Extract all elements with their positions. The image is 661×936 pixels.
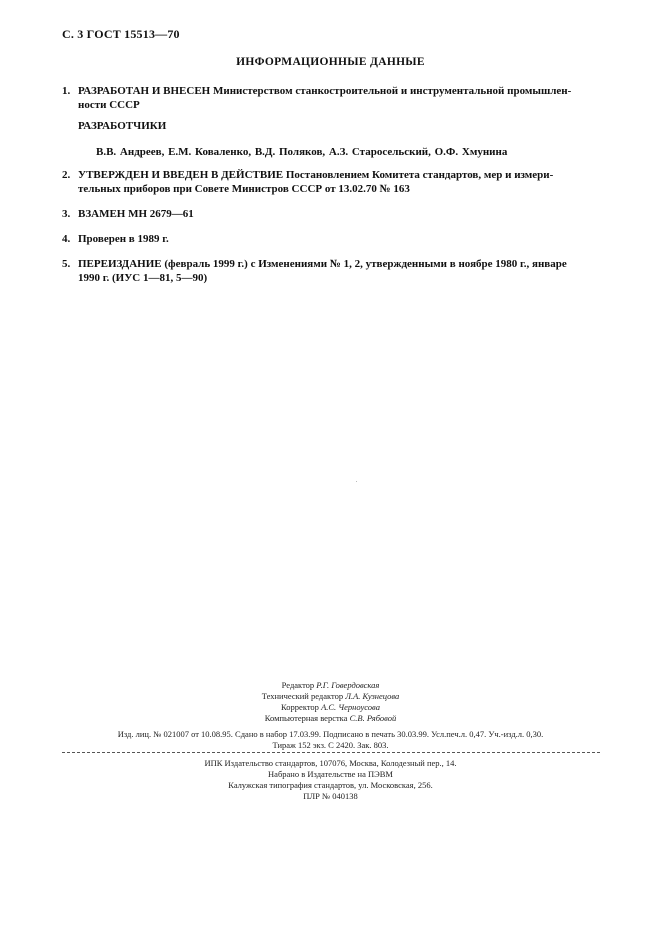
item-text: (февраль 1999 г.) с Изменениями № 1, 2, утвержденными в ноябре 1980 г., январе (164, 258, 567, 270)
imprint-editor (0, 680, 661, 691)
item-caps: ПЕРЕИЗДАНИЕ (78, 258, 162, 270)
print-details-line-2: Тираж 152 экз. С 2420. Зак. 803. (272, 740, 389, 750)
publisher-line-4: ПЛР № 040138 (303, 791, 358, 801)
editor-name: Р.Г. Говердовская (316, 680, 380, 690)
item-caps: УТВЕРЖДЕН И ВВЕДЕН В ДЕЙСТВИЕ (78, 169, 284, 181)
info-item-4 (62, 232, 602, 246)
developers-label: РАЗРАБОТЧИКИ (78, 120, 167, 132)
corrector-role: Корректор (281, 702, 319, 712)
separator-line (62, 752, 600, 753)
item-number: 3. (62, 208, 71, 220)
item-text-cont: тельных приборов при Совете Министров СССР от 13.02.70 № 163 (78, 183, 410, 195)
page-header: С. 3 ГОСТ 15513—70 (62, 27, 180, 41)
layout-name: С.В. Рябовой (349, 713, 397, 723)
publisher-line-3: Калужская типография стандартов, ул. Московская, 256. (228, 780, 433, 790)
item-text-cont: 1990 г. (ИУС 1—81, 5—90) (78, 272, 208, 284)
tech-editor-name: Л.А. Кузнецова (345, 691, 400, 701)
item-number: 2. (62, 169, 71, 181)
imprint-layout (0, 713, 661, 724)
item-number: 5. (62, 258, 71, 270)
tech-editor-role: Технический редактор (261, 691, 344, 701)
info-item-1 (62, 84, 602, 112)
item-text-cont: ности СССР (78, 99, 140, 111)
speck (356, 481, 357, 482)
item-text: Министерством станкостроительной и инструментальной промышлен- (212, 85, 572, 97)
item-number: 1. (62, 85, 71, 97)
publisher-line-1: ИПК Издательство стандартов, 107076, Москва, Колодезный пер., 14. (204, 758, 457, 768)
item-text: Постановлением Комитета стандартов, мер и измери- (285, 169, 554, 181)
corrector-name: А.С. Черноусова (321, 702, 380, 712)
developers-names: В.В. Андреев, Е.М. Коваленко, В.Д. Поляков, А.З. Старосельский, О.Ф. Хмунина (96, 146, 508, 158)
item-number: 4. (62, 233, 71, 245)
info-item-5 (62, 257, 602, 285)
item-text: Проверен в 1989 г. (78, 233, 169, 245)
section-title: ИНФОРМАЦИОННЫЕ ДАННЫЕ (236, 56, 425, 68)
layout-role: Компьютерная верстка (264, 713, 348, 723)
item-caps: ВЗАМЕН МН 2679—61 (78, 208, 194, 220)
editor-role: Редактор (281, 680, 315, 690)
item-caps: РАЗРАБОТАН И ВНЕСЕН (78, 85, 211, 97)
publisher-line-2: Набрано в Издательстве на ПЭВМ (268, 769, 393, 779)
imprint-tech-editor (0, 691, 661, 702)
info-item-3 (62, 207, 602, 221)
imprint-corrector (0, 702, 661, 713)
print-details-line-1: Изд. лиц. № 021007 от 10.08.95. Сдано в набор 17.03.99. Подписано в печать 30.03.99. Усл.печ.л. 0,47. Уч.-изд.л. 0,30. (117, 729, 544, 739)
info-item-2 (62, 168, 602, 196)
